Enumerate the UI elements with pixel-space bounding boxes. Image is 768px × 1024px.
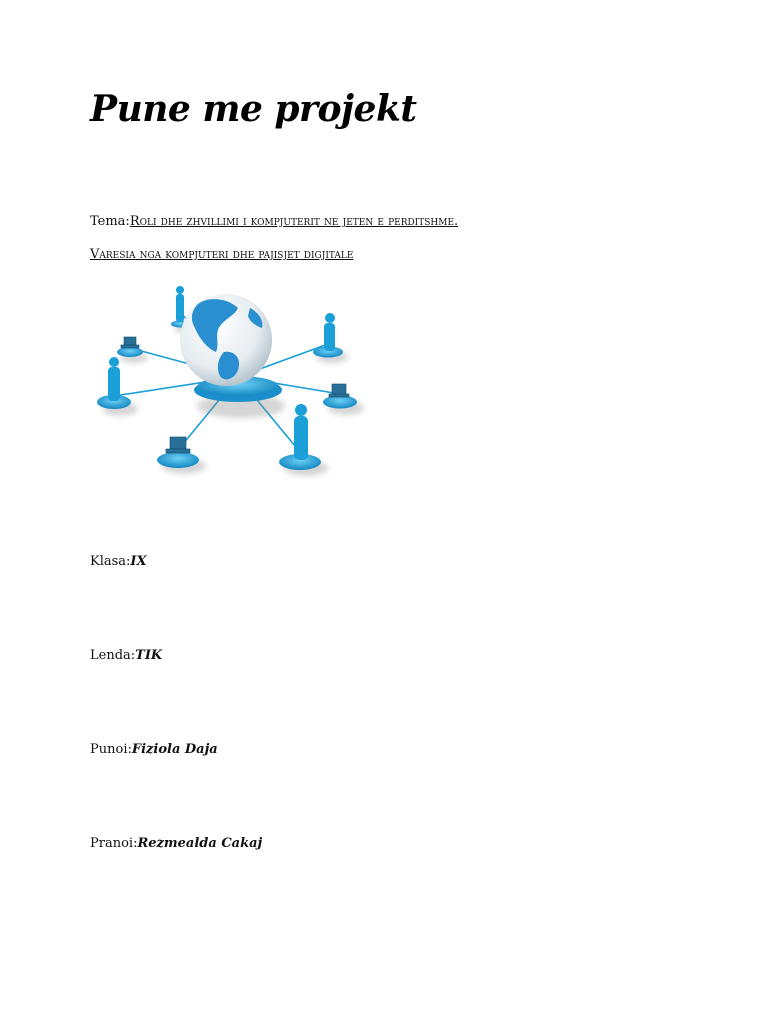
lenda-field bbox=[90, 648, 162, 663]
pranoi-label: Pranoi: bbox=[90, 836, 138, 851]
topic-line-2 bbox=[90, 247, 353, 262]
topic-line bbox=[90, 214, 458, 229]
klasa-label: Klasa: bbox=[90, 554, 131, 569]
klasa-field bbox=[90, 554, 147, 569]
punoi-label: Punoi: bbox=[90, 742, 132, 757]
punoi-field bbox=[90, 742, 218, 757]
lenda-label: Lenda: bbox=[90, 648, 136, 663]
topic-text-2: Varesia nga kompjuteri dhe pajisjet digjitale bbox=[90, 247, 354, 262]
punoi-value: Fiziola Daja bbox=[131, 742, 218, 757]
globe-network-icon bbox=[88, 282, 378, 504]
pranoi-field bbox=[90, 836, 262, 851]
page-title: Pune me projekt bbox=[90, 88, 417, 130]
pranoi-value: Rezmealda Cakaj bbox=[137, 836, 263, 851]
lenda-value: TIK bbox=[135, 648, 163, 663]
topic-label: Tema: bbox=[90, 214, 130, 229]
topic-text-1: Roli dhe zhvillimi i kompjuterit ne jeten e perditshme. bbox=[129, 214, 459, 229]
klasa-value: IX bbox=[130, 554, 147, 569]
